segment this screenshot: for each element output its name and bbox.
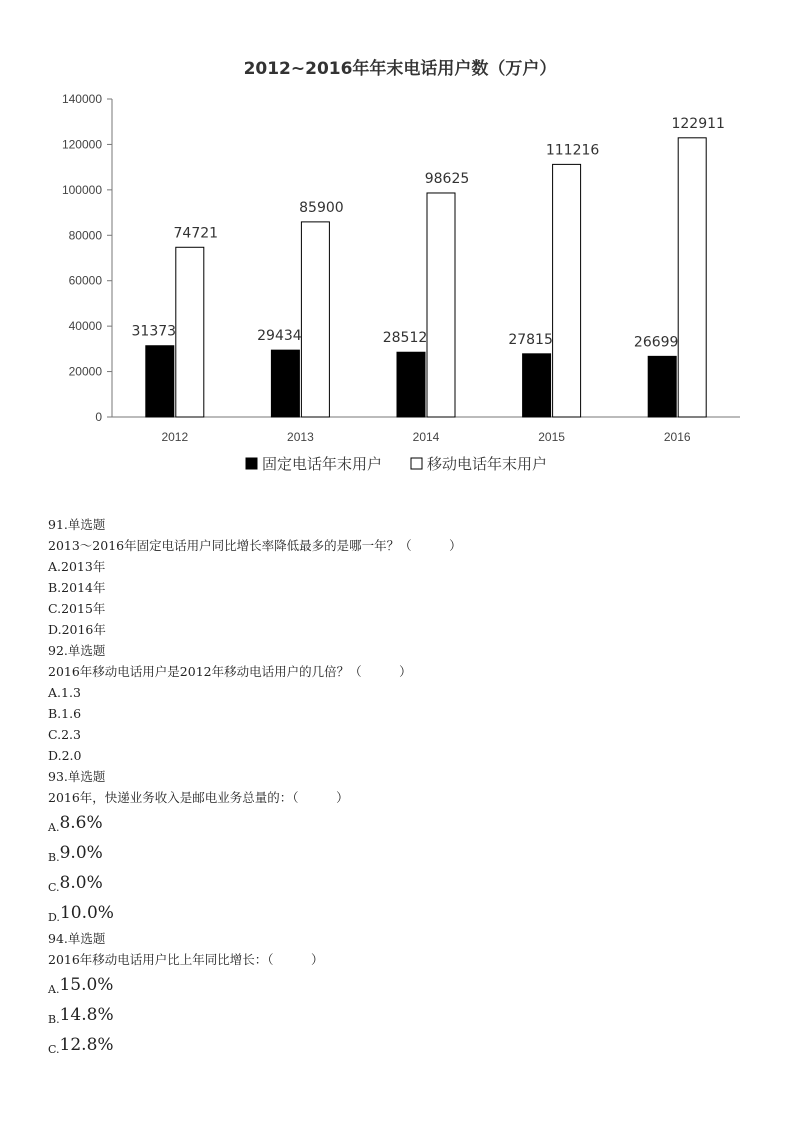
y-tick-label: 120000 <box>61 137 102 152</box>
legend-label: 固定电话年末用户 <box>262 455 383 473</box>
option-text: 2014年 <box>61 580 106 595</box>
option-letter: A. <box>48 685 62 700</box>
legend-swatch <box>246 458 257 469</box>
data-label: 28512 <box>382 330 428 347</box>
option-letter: C. <box>48 1043 60 1056</box>
data-label: 31373 <box>131 323 177 340</box>
data-label: 27815 <box>508 331 553 348</box>
x-tick-label: 2016 <box>663 430 691 444</box>
bar-mobile-2015 <box>553 164 581 417</box>
option-letter: C. <box>48 881 60 894</box>
option-text: 9.0% <box>59 843 103 863</box>
option-text: 14.8% <box>59 1005 114 1025</box>
question-92 <box>48 640 768 766</box>
option-c[interactable] <box>48 598 768 619</box>
option-letter: A. <box>48 559 62 574</box>
x-tick-label: 2012 <box>161 430 189 444</box>
bar-fixed-line-2014 <box>397 352 425 417</box>
question-stem: 2016年移动电话用户比上年同比增长：（ ） <box>48 952 324 967</box>
option-letter: D. <box>48 748 62 763</box>
bar-mobile-2014 <box>427 193 455 417</box>
question-94 <box>48 928 768 1060</box>
data-label: 26699 <box>633 334 679 351</box>
chart-title: 2012~2016年年末电话用户数（万户） <box>243 59 557 79</box>
bar-mobile-2013 <box>301 222 329 417</box>
option-letter: A. <box>48 821 60 834</box>
option-text: 15.0% <box>59 975 114 995</box>
data-label: 98625 <box>424 170 470 187</box>
option-text: 2015年 <box>61 601 106 616</box>
option-d[interactable] <box>48 619 768 640</box>
y-tick-label: 20000 <box>68 364 102 379</box>
option-b[interactable] <box>48 1000 768 1030</box>
y-tick-label: 140000 <box>61 92 102 106</box>
chart-canvas <box>0 0 800 500</box>
legend-label: 移动电话年末用户 <box>427 455 548 473</box>
option-b[interactable] <box>48 577 768 598</box>
option-c[interactable] <box>48 1030 768 1060</box>
option-c[interactable] <box>48 868 768 898</box>
x-tick-label: 2015 <box>538 430 565 444</box>
option-text: 12.8% <box>59 1035 114 1055</box>
option-text: 2016年 <box>61 622 106 637</box>
option-b[interactable] <box>48 838 768 868</box>
option-a[interactable] <box>48 556 768 577</box>
data-label: 111216 <box>545 142 600 159</box>
option-letter: B. <box>48 706 62 721</box>
question-number: 93.单选题 <box>48 769 106 784</box>
y-tick-label: 40000 <box>68 319 102 334</box>
option-text: 8.6% <box>59 813 103 833</box>
option-text: 2.3 <box>61 727 81 742</box>
option-letter: B. <box>48 580 62 595</box>
option-c[interactable] <box>48 724 768 745</box>
question-stem: 2016年，快递业务收入是邮电业务总量的：（ ） <box>48 790 349 805</box>
option-text: 8.0% <box>59 873 103 893</box>
option-text: 1.3 <box>61 685 81 700</box>
y-tick-label: 80000 <box>68 228 102 243</box>
bar-fixed-line-2013 <box>271 350 299 417</box>
bar-fixed-line-2016 <box>648 356 676 417</box>
bar-mobile-2012 <box>176 247 204 417</box>
question-number: 91.单选题 <box>48 517 106 532</box>
option-letter: C. <box>48 727 62 742</box>
option-letter: D. <box>48 911 60 924</box>
option-text: 10.0% <box>59 903 114 923</box>
option-letter: D. <box>48 622 62 637</box>
x-tick-label: 2013 <box>287 430 314 444</box>
option-letter: B. <box>48 1013 60 1026</box>
question-number: 94.单选题 <box>48 931 106 946</box>
x-tick-label: 2014 <box>412 430 440 444</box>
question-93 <box>48 766 768 928</box>
bar-chart <box>0 0 800 500</box>
y-tick-label: 0 <box>95 410 102 424</box>
option-b[interactable] <box>48 703 768 724</box>
bar-mobile-2016 <box>678 138 706 417</box>
data-label: 122911 <box>671 115 725 132</box>
option-d[interactable] <box>48 745 768 766</box>
option-a[interactable] <box>48 970 768 1000</box>
bar-fixed-line-2015 <box>523 354 551 417</box>
option-letter: C. <box>48 601 62 616</box>
data-label: 29434 <box>257 328 302 345</box>
bar-fixed-line-2012 <box>146 346 174 417</box>
option-letter: A. <box>48 983 60 996</box>
question-91 <box>48 514 768 640</box>
option-text: 2013年 <box>61 559 106 574</box>
y-tick-label: 100000 <box>61 182 102 197</box>
option-d[interactable] <box>48 898 768 928</box>
question-stem: 2016年移动电话用户是2012年移动电话用户的几倍？（ ） <box>48 664 412 679</box>
legend-swatch <box>411 458 422 469</box>
question-number: 92.单选题 <box>48 643 106 658</box>
data-label: 74721 <box>173 225 219 242</box>
data-label: 85900 <box>299 199 344 216</box>
question-list <box>48 514 768 1060</box>
option-text: 2.0 <box>61 748 82 763</box>
y-tick-label: 60000 <box>68 273 102 288</box>
option-a[interactable] <box>48 682 768 703</box>
question-stem: 2013～2016年固定电话用户同比增长率降低最多的是哪一年？（ ） <box>48 538 462 553</box>
option-letter: B. <box>48 851 60 864</box>
option-a[interactable] <box>48 808 768 838</box>
option-text: 1.6 <box>61 706 82 721</box>
